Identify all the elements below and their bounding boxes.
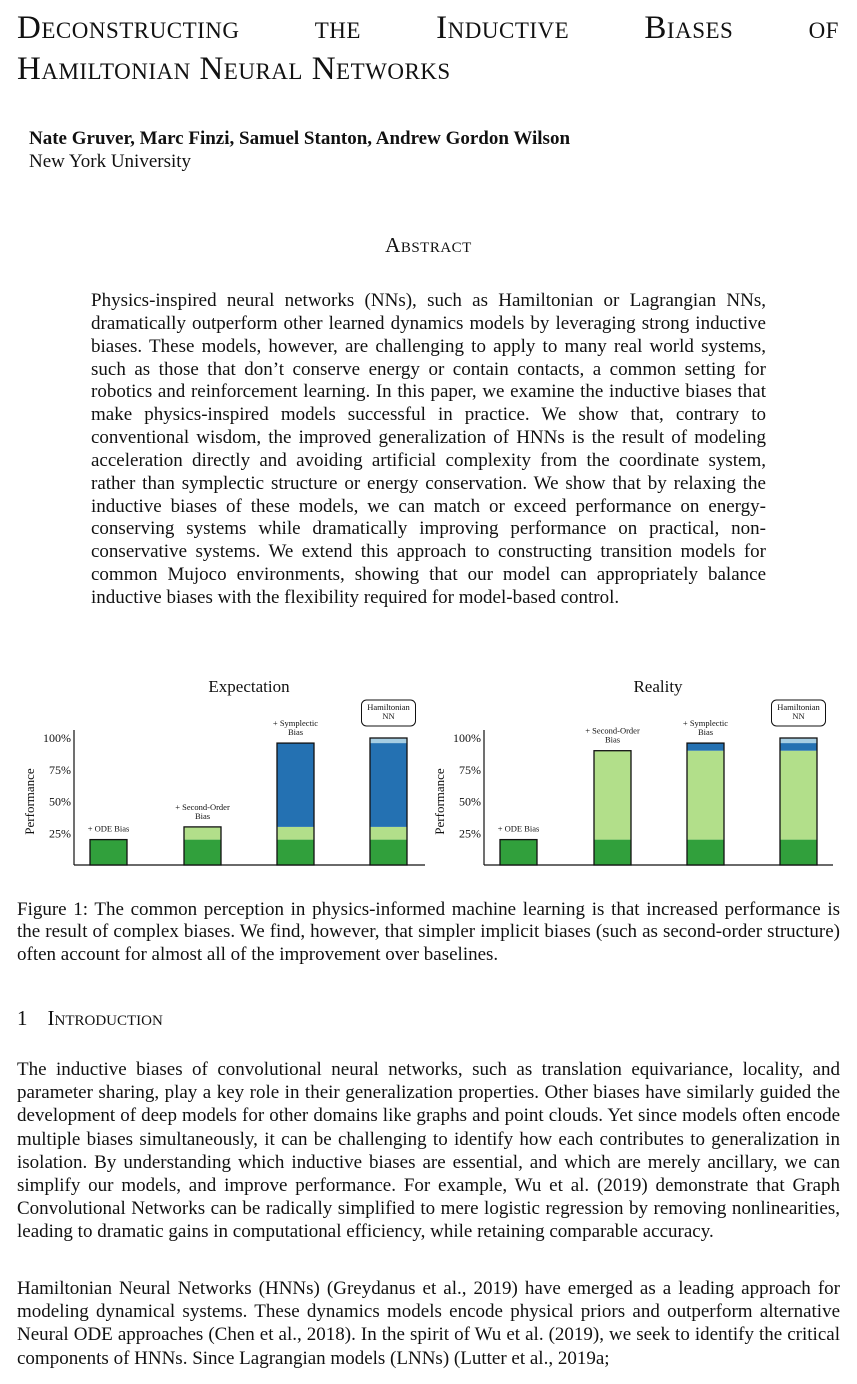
category-label: Hamiltonian	[777, 702, 820, 712]
bar-segment-symplectic	[370, 743, 407, 827]
chart-title: Reality	[633, 677, 683, 696]
title-word: Biases	[644, 10, 734, 46]
authors: Nate Gruver, Marc Finzi, Samuel Stanton, Andrew Gordon Wilson	[29, 128, 571, 149]
bar-segment-symplectic	[277, 743, 314, 827]
intro-paragraph-2: Hamiltonian Neural Networks (HNNs) (Greydanus et al., 2019) have emerged as a leading approach for modeling dynamical systems. These dynamics models encode physical priors and outperform alternative Neural ODE approaches (Chen et al., 2018). In the spirit of Wu et al. (2019), we seek to identify the critical components of HNNs. Since Lagrangian models (LNNs) (Lutter et al., 2019a;	[17, 1278, 840, 1369]
category-label: + Second-Order	[175, 801, 230, 812]
bar-segment-second-order	[687, 751, 724, 840]
bar-segment-ode	[687, 840, 724, 865]
title-word: of	[808, 10, 839, 46]
category-label: NN	[382, 711, 395, 721]
y-tick-label: 100%	[43, 731, 71, 745]
section-title: Introduction	[47, 1006, 163, 1030]
figure-1	[0, 670, 857, 880]
category-label: Bias	[697, 727, 714, 738]
paper-title	[17, 8, 839, 90]
bar-segment-hamiltonian	[370, 738, 407, 743]
bar-segment-second-order	[184, 827, 221, 840]
bar-segment-symplectic	[687, 743, 724, 751]
y-tick-label: 25%	[49, 826, 71, 841]
chart-title: Expectation	[208, 677, 290, 696]
category-label: NN	[792, 711, 805, 721]
title-word: the	[314, 10, 361, 46]
category-label: + Symplectic	[682, 718, 729, 729]
bar-segment-hamiltonian	[780, 738, 817, 743]
section-heading	[17, 1006, 163, 1031]
category-label: Bias	[194, 810, 211, 821]
y-axis-label: Performance	[22, 768, 37, 835]
bar-segment-second-order	[780, 751, 817, 840]
title-line-2: Hamiltonian Neural Networks	[17, 51, 451, 87]
bar-segment-ode	[500, 840, 537, 865]
bar-segment-ode	[184, 840, 221, 865]
category-label: Bias	[287, 727, 304, 738]
bar-segment-second-order	[277, 827, 314, 840]
category-label: + ODE Bias	[497, 823, 540, 834]
bar-segment-second-order	[594, 751, 631, 840]
y-tick-label: 50%	[49, 794, 71, 809]
bar-segment-ode	[780, 840, 817, 865]
title-line-1	[17, 8, 839, 49]
y-tick-label: 75%	[49, 762, 71, 777]
bar-segment-ode	[594, 840, 631, 865]
y-tick-label: 50%	[459, 794, 481, 809]
section-number: 1	[17, 1006, 28, 1030]
y-tick-label: 75%	[459, 762, 481, 777]
y-tick-label: 25%	[459, 826, 481, 841]
category-label: + Symplectic	[272, 718, 319, 729]
intro-paragraph-1: The inductive biases of convolutional neural networks, such as translation equivariance, locality, and parameter sharing, play a key role in their generalization properties. Other biases have similarly guided the development of deep models for other domains like graphs and point clouds. Yet since models often encode multiple biases simultaneously, it can be challenging to identify how each contributes to generalization in isolation. By understanding which inductive biases are essential, and which are merely ancillary, we can simplify our models, and improve performance. For example, Wu et al. (2019) demonstrate that Graph Convolutional Networks can be radically simplified to mere logistic regression by removing nonlinearities, leading to dramatic gains in computational efficiency, while retaining comparable accuracy.	[17, 1059, 840, 1243]
bar-segment-ode	[277, 840, 314, 865]
bar-segment-ode	[370, 840, 407, 865]
abstract-heading: Abstract	[385, 233, 472, 257]
abstract-text: Physics-inspired neural networks (NNs), such as Hamiltonian or Lagrangian NNs, dramatically outperform other learned dynamics models by leveraging strong inductive biases. These models, however, are challenging to apply to many real world systems, such as those that don’t conserve energy or contain contacts, a common setting for robotics and reinforcement learning. In this paper, we examine the inductive biases that make physics-inspired models successful in practice. We show that, contrary to conventional wisdom, the improved generalization of HNNs is the result of modeling acceleration directly and avoiding artificial complexity from the coordinate system, rather than symplectic structure or energy conservation. We show that by relaxing the inductive biases of these models, we can match or exceed performance on energy-conserving systems while dramatically improving performance on practical, non-conservative systems. We extend this approach to constructing transition models for common Mujoco environments, showing that our model can appropriately balance inductive biases with the flexibility required for model-based control.	[91, 290, 766, 608]
y-tick-label: 100%	[453, 731, 481, 745]
category-label: + Second-Order	[585, 725, 640, 736]
affiliation: New York University	[29, 151, 192, 172]
figure-caption: Figure 1: The common perception in physics-informed machine learning is that increased performance is the result of complex biases. We find, however, that simpler implicit biases (such as second-order structure) often account for almost all of the improvement over baselines.	[17, 899, 840, 965]
title-word: Inductive	[436, 10, 570, 46]
bar-segment-symplectic	[780, 743, 817, 751]
y-axis-label: Performance	[432, 768, 447, 835]
bar-segment-second-order	[370, 827, 407, 840]
bar-segment-ode	[90, 840, 127, 865]
category-label: Hamiltonian	[367, 702, 410, 712]
title-word: Deconstructing	[17, 10, 240, 46]
category-label: + ODE Bias	[87, 823, 130, 834]
category-label: Bias	[604, 734, 621, 745]
